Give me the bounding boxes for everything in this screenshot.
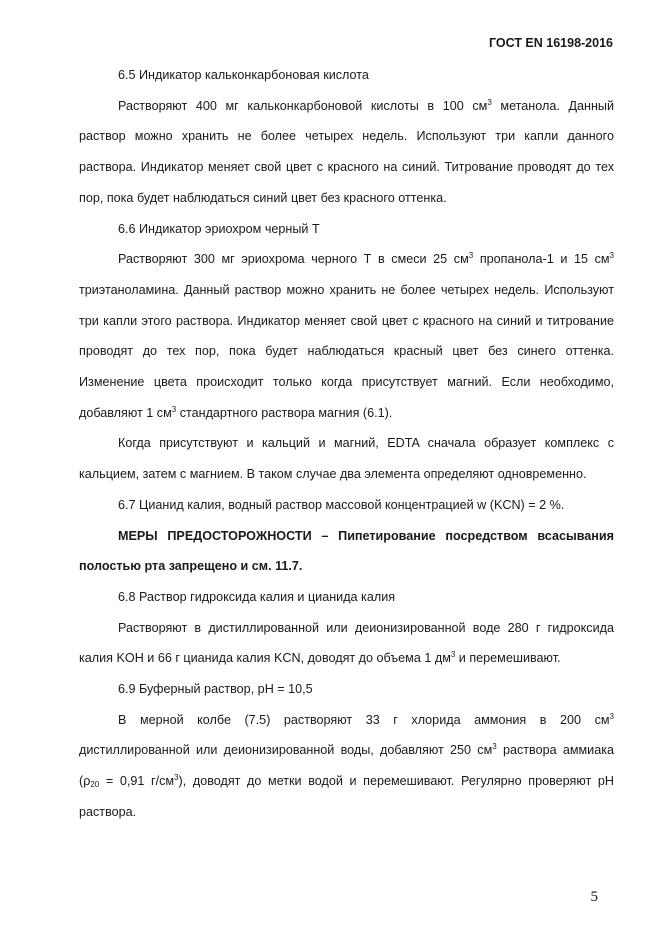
section-6-5-title: 6.5 Индикатор кальконкарбоновая кислота: [118, 68, 369, 82]
section-6-9-paragraph: В мерной колбе (7.5) растворяют 33 г хлорида аммония в 200 $см^3$ дистиллированной или деионизированной воды, добавляют 250 $см^3$ раствора аммиака ($\rho_{20} = 0,91$ $г/см^3$), доводят до метки водой и перемешивают. Регулярно проверяют pH раствора.: [79, 711, 614, 819]
section-6-6-title: 6.6 Индикатор эриохром черный Т: [118, 221, 320, 236]
document-header: ГОСТ EN 16198-2016: [488, 36, 613, 50]
section-6-8-title: 6.8 Раствор гидроксида калия и цианида калия: [118, 589, 396, 604]
section-6-6-paragraph: Растворяют 300 мг эриохрома черного Т в смеси 25 $см^3$ пропанола-1 и 15 $см^3$ триэтаноламина. Данный раствор можно хранить не более четырех недель. Используют три капли этого раствора. Индикатор меняет свой цвет с красного на синий и титрование проводят до тех пор, пока будет наблюдаться красный цвет без синего оттенка. Изменение цвета происходит только когда присутствует магний. Если необходимо, добавляют 1 $см^3$ стандартного раствора магния (6.1).: [79, 251, 614, 420]
section-6-6-note: Когда присутствуют и кальций и магний, EDTA сначала образует комплекс с кальцием, затем с магнием. В таком случае два элемента определяют одновременно.: [79, 436, 614, 482]
safety-warning: МЕРЫ ПРЕДОСТОРОЖНОСТИ – Пипетирование посредством всасывания полостью рта запрещено и см. 11.7.: [79, 528, 614, 574]
page-number: 5: [590, 889, 598, 905]
section-6-7-title: 6.7 Цианид калия, водный раствор массовой концентрацией w (KCN) = 2 %.: [118, 497, 565, 512]
section-6-5-paragraph: Растворяют 400 мг кальконкарбоновой кислоты в 100 $см^3$ метанола. Данный раствор можно хранить не более четырех недель. Используют три капли данного раствора. Индикатор меняет свой цвет с красного на синий. Титрование проводят до тех пор, пока будет наблюдаться синий цвет без красного оттенка.: [79, 97, 615, 205]
document-body: [79, 60, 614, 828]
section-6-8-paragraph: Растворяют в дистиллированной или деионизированной воде 280 г гидроксида калия KOH и 66 г цианида калия KCN, доводят до объема 1 $дм^3$ и перемешивают.: [79, 620, 614, 666]
section-6-9-title: 6.9 Буферный раствор, pH = 10,5: [118, 682, 313, 697]
